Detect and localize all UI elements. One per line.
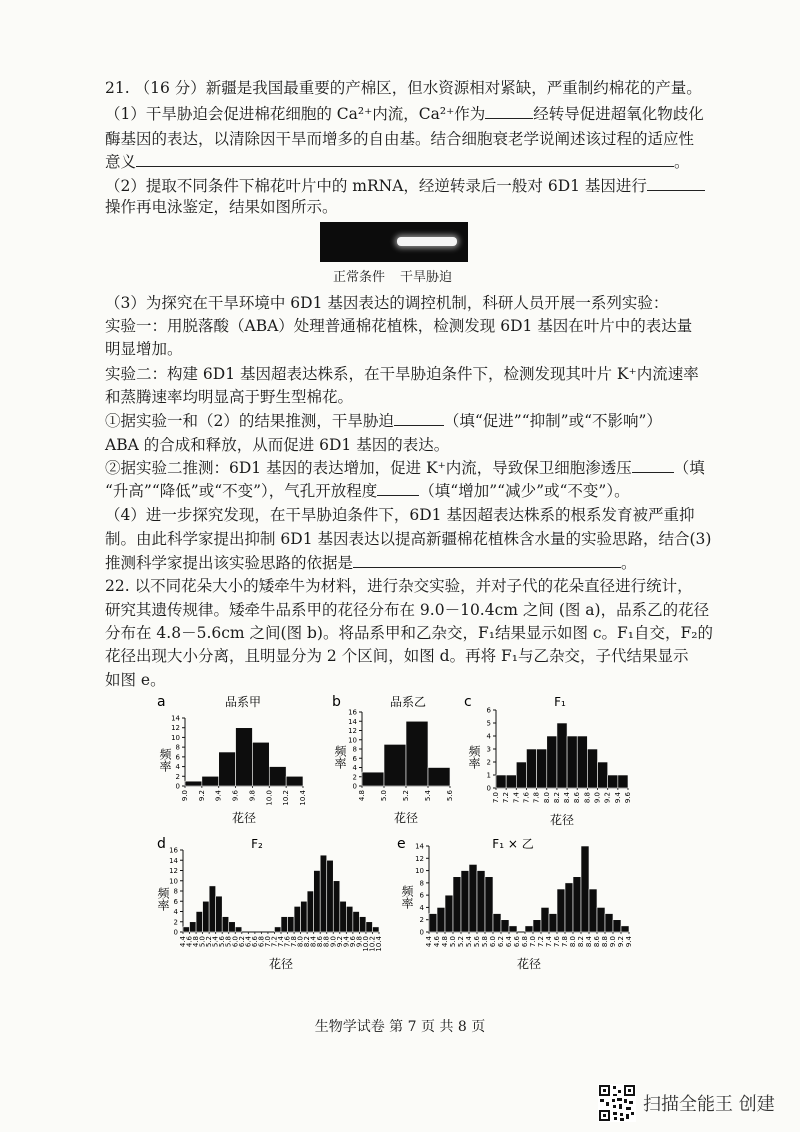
- q21-text: 经转导促进超氧化物歧化: [533, 105, 704, 123]
- histogram-c: [462, 696, 637, 834]
- histogram-bar: [453, 877, 461, 932]
- histogram-bar: [340, 901, 347, 932]
- x-tick-label: 6.8: [257, 936, 266, 948]
- x-tick-label: 7.6: [522, 792, 531, 804]
- histogram-bar: [577, 736, 587, 788]
- histogram-bar: [605, 914, 613, 932]
- y-tick-label: 10: [415, 867, 424, 876]
- gel-label-normal: 正常条件: [333, 270, 386, 285]
- q22-line-3: 分布在 4.8－5.6cm 之间(图 b)。将品系甲和乙杂交，F₁结果显示如图 c。F₁自交，F₂的: [105, 624, 713, 642]
- q21-text: 。: [674, 153, 690, 171]
- q21-line-7: （3）为探究在干旱环境中 6D1 基因表达的调控机制，科研人员开展一系列实验：: [105, 294, 669, 312]
- histogram-bar: [301, 901, 308, 932]
- histogram-bar: [461, 871, 469, 932]
- x-tick-label: 4.8: [441, 936, 449, 948]
- y-tick-label: 12: [415, 854, 424, 863]
- x-tick-label: 7.0: [263, 936, 272, 948]
- y-tick-label: 10: [171, 733, 180, 742]
- histogram-bar: [618, 775, 628, 788]
- answer-blank[interactable]: [353, 553, 621, 568]
- y-tick-label: 2: [175, 772, 180, 781]
- histogram-bar: [477, 871, 485, 932]
- histogram-bar: [597, 907, 605, 932]
- y-tick-label: 14: [348, 717, 357, 726]
- x-tick-label: 6.0: [489, 936, 497, 948]
- q21-line-10: 实验二：构建 6D1 基因超表达株系，在干旱胁迫条件下，检测发现其叶片 K⁺内流速率: [105, 365, 699, 383]
- histogram-bar: [196, 912, 203, 933]
- histogram-bar: [445, 895, 453, 932]
- histogram-bar: [307, 891, 314, 932]
- y-tick-label: 0: [486, 784, 491, 793]
- histogram-bar: [428, 768, 450, 787]
- x-tick-label: 9.6: [231, 790, 240, 802]
- answer-blank[interactable]: [632, 458, 674, 473]
- x-tick-label: 9.2: [617, 936, 625, 948]
- histogram-bar: [190, 922, 197, 932]
- q22-line-4: 花径出现大小分离，且明显分为 2 个区间，如图 d。再将 F₁与乙杂交，子代结果显示: [105, 647, 689, 665]
- x-tick-label: 8.0: [542, 792, 551, 804]
- q21-text: 推测科学家提出该实验思路的依据是: [105, 554, 354, 572]
- x-tick-label: 8.6: [593, 936, 601, 948]
- x-tick-label: 4.4: [179, 936, 187, 948]
- x-axis-label: 花径: [549, 813, 575, 827]
- x-axis-label: 花径: [268, 957, 294, 971]
- y-tick-label: 14: [171, 714, 180, 723]
- x-tick-label: 8.4: [585, 936, 593, 948]
- x-axis-label: 花径: [393, 811, 419, 825]
- y-tick-label: 8: [175, 743, 180, 752]
- x-tick-label: 8.6: [316, 936, 325, 948]
- answer-blank[interactable]: [485, 104, 533, 119]
- x-tick-label: 9.2: [603, 792, 612, 804]
- q21-line-16: （4）进一步探究发现，在干旱胁迫条件下，6D1 基因超表达株系的根系发育被严重抑: [105, 506, 695, 524]
- y-tick-label: 3: [486, 745, 491, 754]
- q21-line-13: ABA 的合成和释放，从而促进 6D1 基因的表达。: [105, 436, 450, 454]
- histogram-bar: [493, 914, 501, 932]
- q22-line-2: 研究其遗传规律。矮牵牛品系甲的花径分布在 9.0－10.4cm 之间 (图 a)，品系乙的花径: [105, 601, 710, 619]
- scanner-watermark: 扫描全能王 创建: [643, 1094, 775, 1115]
- histogram-bar: [598, 762, 608, 788]
- x-tick-label: 7.4: [512, 792, 521, 804]
- histogram-bar: [509, 926, 517, 932]
- histogram-bar: [274, 927, 281, 932]
- x-tick-label: 8.8: [583, 792, 592, 804]
- y-axis-label: 频率: [467, 745, 481, 769]
- x-tick-label: 6.8: [521, 936, 529, 948]
- x-tick-label: 9.0: [609, 936, 617, 948]
- x-tick-label: 5.8: [481, 936, 489, 948]
- x-tick-label: 6.4: [505, 936, 513, 948]
- x-tick-label: 6.0: [231, 936, 240, 948]
- q21-text: 。: [621, 554, 637, 572]
- x-tick-label: 8.0: [296, 936, 305, 948]
- qr-code-icon: [598, 1084, 636, 1122]
- y-axis-label: 频率: [333, 745, 347, 769]
- y-tick-label: 2: [419, 916, 424, 925]
- histogram-bar: [359, 917, 366, 932]
- histogram-bar: [333, 881, 340, 932]
- histogram-bar: [288, 917, 295, 932]
- page-footer: 生物学试卷 第 7 页 共 8 页: [314, 1019, 486, 1035]
- x-tick-label: 7.6: [283, 936, 292, 948]
- x-tick-label: 9.8: [355, 936, 364, 948]
- panel-label: d: [157, 836, 166, 852]
- x-tick-label: 5.0: [449, 936, 457, 948]
- x-tick-label: 7.6: [553, 936, 561, 948]
- histogram-bar: [286, 776, 303, 786]
- y-tick-label: 12: [171, 724, 180, 733]
- q21-line-4: [105, 152, 690, 172]
- y-tick-label: 16: [169, 846, 178, 855]
- x-tick-label: 5.8: [224, 936, 233, 948]
- x-tick-label: 4.8: [358, 790, 366, 802]
- y-tick-label: 8: [352, 745, 357, 754]
- histogram-bar: [541, 907, 549, 932]
- x-tick-label: 5.6: [218, 936, 227, 948]
- histogram-bar: [281, 917, 288, 932]
- x-tick-label: 6.4: [244, 936, 253, 948]
- histogram-e: [395, 836, 640, 976]
- y-tick-label: 4: [419, 903, 424, 912]
- histogram-bar: [222, 917, 229, 932]
- panel-label: c: [464, 694, 472, 710]
- y-tick-label: 0: [419, 928, 424, 937]
- y-tick-label: 1: [486, 771, 491, 780]
- y-tick-label: 0: [352, 782, 357, 791]
- y-tick-label: 6: [173, 897, 178, 906]
- q21-line-3: 酶基因的表达，以清除因干旱而增多的自由基。结合细胞衰老学说阐述该过程的适应性: [105, 130, 695, 148]
- x-tick-label: 5.0: [198, 936, 207, 948]
- x-tick-label: 8.0: [569, 936, 577, 948]
- y-tick-label: 5: [486, 719, 491, 728]
- answer-blank[interactable]: [394, 411, 444, 426]
- x-tick-label: 8.2: [577, 936, 585, 948]
- histogram-bar: [589, 889, 597, 932]
- q22-line-5: 如图 e。: [105, 671, 166, 689]
- y-tick-label: 12: [348, 727, 357, 735]
- q21-line-2: [105, 104, 704, 124]
- x-tick-label: 10.4: [299, 790, 307, 806]
- q22-line-1: 22. 以不同花朵大小的矮牵牛为材料，进行杂交实验，并对子代的花朵直径进行统计，: [105, 577, 693, 595]
- x-tick-label: 9.4: [342, 936, 351, 948]
- histogram-bar: [557, 723, 567, 788]
- histogram-bar: [320, 855, 327, 932]
- histogram-bar: [362, 772, 384, 786]
- y-tick-label: 6: [352, 754, 357, 763]
- x-tick-label: 9.6: [348, 936, 357, 948]
- histogram-bar: [314, 871, 321, 933]
- y-tick-label: 4: [173, 908, 178, 916]
- q21-text: “升高”“降低”或“不变”），气孔开放程度: [105, 482, 378, 500]
- x-tick-label: 7.0: [492, 792, 500, 804]
- x-tick-label: 9.0: [593, 792, 602, 804]
- answer-blank[interactable]: [377, 481, 419, 496]
- histogram-bar: [526, 749, 536, 788]
- x-tick-label: 10.0: [265, 790, 274, 806]
- x-tick-label: 4.6: [185, 936, 194, 948]
- x-tick-label: 9.6: [624, 792, 632, 804]
- x-tick-label: 6.6: [250, 936, 259, 948]
- q21-text: （2）提取不同条件下棉花叶片中的 mRNA，经逆转录后一般对 6D1 基因进行: [105, 177, 647, 195]
- q21-text: 意义: [105, 153, 137, 171]
- histogram-bar: [537, 749, 547, 788]
- histogram-bar: [437, 907, 445, 932]
- x-tick-label: 9.4: [613, 792, 622, 804]
- q21-line-15: [105, 481, 630, 501]
- histogram-bar: [573, 877, 581, 932]
- x-tick-label: 8.6: [573, 792, 582, 804]
- q21-line-6: 操作再电泳鉴定，结果如图所示。: [105, 198, 338, 216]
- histogram-bar: [366, 922, 373, 932]
- y-tick-label: 0: [173, 928, 178, 937]
- x-tick-label: 5.6: [446, 790, 454, 802]
- histogram-bar: [216, 896, 223, 932]
- q21-line-12: [105, 411, 662, 431]
- histogram-bar: [608, 775, 618, 788]
- q21-line-8: 实验一：用脱落酸（ABA）处理普通棉花植株，检测发现 6D1 基因在叶片中的表达量: [105, 317, 693, 335]
- y-tick-label: 0: [175, 782, 180, 791]
- x-tick-label: 8.8: [601, 936, 609, 948]
- q21-line-5: [105, 176, 705, 196]
- histogram-bar: [469, 864, 477, 932]
- chart-title: F₁ × 乙: [492, 837, 534, 851]
- histogram-bar: [219, 752, 236, 786]
- x-tick-label: 5.2: [457, 936, 465, 948]
- answer-blank[interactable]: [647, 176, 705, 191]
- x-tick-label: 5.4: [211, 936, 220, 948]
- histogram-bar: [533, 920, 541, 932]
- histogram-bar: [269, 767, 286, 786]
- x-tick-label: 8.2: [303, 936, 312, 948]
- y-tick-label: 6: [486, 706, 491, 715]
- x-tick-label: 7.2: [270, 936, 279, 948]
- histogram-bar: [202, 776, 219, 786]
- q21-line-14: [105, 458, 705, 478]
- x-tick-label: 7.4: [277, 936, 285, 948]
- x-tick-label: 10.0: [361, 936, 370, 952]
- y-axis-label: 频率: [156, 887, 170, 911]
- x-tick-label: 6.6: [513, 936, 521, 948]
- x-tick-label: 4.8: [192, 936, 201, 948]
- histogram-bar: [236, 728, 253, 786]
- histogram-bar: [581, 846, 589, 932]
- histogram-bar: [384, 744, 406, 786]
- y-tick-label: 8: [173, 887, 178, 896]
- q21-text: （填“促进”“抑制”或“不影响”）: [443, 412, 662, 430]
- x-tick-label: 9.4: [625, 936, 633, 948]
- histogram-bar: [235, 927, 242, 932]
- q21-text: （1）干旱胁迫会促进棉花细胞的 Ca²⁺内流，Ca²⁺作为: [105, 105, 486, 123]
- x-tick-label: 7.8: [561, 936, 569, 948]
- x-tick-label: 8.4: [563, 792, 572, 804]
- histogram-bar: [372, 927, 379, 932]
- q21-text: ②据实验二推测：6D1 基因的表达增加，促进 K⁺内流，导致保卫细胞渗透压: [105, 459, 632, 477]
- histogram-d: [155, 836, 390, 976]
- y-tick-label: 6: [175, 753, 180, 762]
- histogram-a: [155, 696, 315, 834]
- histogram-bar: [565, 883, 573, 932]
- x-tick-label: 10.4: [375, 936, 383, 952]
- y-tick-label: 10: [348, 736, 357, 745]
- x-tick-label: 6.2: [497, 936, 505, 948]
- x-tick-label: 5.6: [473, 936, 481, 948]
- histogram-bar: [621, 926, 629, 932]
- y-tick-label: 14: [169, 856, 178, 865]
- x-tick-label: 5.0: [380, 790, 388, 802]
- x-tick-label: 7.0: [529, 936, 537, 948]
- x-tick-label: 7.8: [532, 792, 541, 804]
- q21-line-18: [105, 553, 637, 573]
- y-tick-label: 4: [352, 764, 357, 772]
- histogram-bar: [294, 906, 301, 932]
- histogram-bar: [485, 877, 493, 932]
- q21-line-1: 21. （16 分）新疆是我国最重要的产棉区，但水资源相对紧缺，严重制约棉花的产量。: [105, 79, 702, 97]
- x-tick-label: 9.2: [335, 936, 344, 948]
- x-tick-label: 9.8: [248, 790, 257, 802]
- histogram-bar: [547, 736, 557, 788]
- y-tick-label: 6: [419, 891, 424, 900]
- histogram-bar: [229, 922, 236, 932]
- y-tick-label: 2: [173, 918, 178, 927]
- x-tick-label: 7.8: [290, 936, 299, 948]
- x-tick-label: 9.2: [197, 790, 206, 802]
- histogram-bar: [613, 920, 621, 932]
- histogram-bar: [557, 889, 565, 932]
- x-tick-label: 5.4: [465, 936, 473, 948]
- panel-label: e: [397, 836, 406, 852]
- y-tick-label: 12: [169, 867, 178, 875]
- x-tick-label: 8.2: [552, 792, 561, 804]
- histogram-b: [330, 696, 460, 834]
- x-tick-label: 7.2: [537, 936, 545, 948]
- gel-band: [397, 237, 457, 246]
- histogram-bar: [353, 912, 360, 933]
- q21-text: （填: [673, 459, 705, 477]
- x-tick-label: 7.4: [545, 936, 553, 948]
- y-tick-label: 2: [352, 773, 357, 782]
- x-tick-label: 4.4: [425, 936, 433, 948]
- chart-title: F₂: [251, 837, 263, 851]
- x-tick-label: 10.2: [282, 790, 291, 806]
- y-tick-label: 8: [419, 879, 424, 888]
- q21-text: ①据实验一和（2）的结果推测，干旱胁迫: [105, 412, 394, 430]
- histogram-bar: [496, 775, 506, 788]
- y-tick-label: 14: [415, 842, 424, 851]
- histogram-bar: [203, 901, 210, 932]
- histogram-bar: [506, 775, 516, 788]
- histogram-bar: [185, 781, 202, 786]
- y-tick-label: 10: [169, 877, 178, 886]
- histogram-bar: [209, 886, 216, 932]
- histogram-bar: [549, 914, 557, 932]
- x-axis-label: 花径: [516, 957, 542, 971]
- chart-title: 品系甲: [224, 695, 262, 709]
- y-axis-label: 频率: [400, 885, 414, 909]
- panel-label: b: [332, 694, 341, 710]
- histogram-bar: [567, 736, 577, 788]
- histogram-bar: [406, 721, 428, 786]
- histogram-bar: [346, 906, 353, 932]
- x-tick-label: 9.4: [214, 790, 223, 802]
- gel-label-drought: 干旱胁迫: [400, 270, 453, 285]
- y-axis-label: 频率: [158, 748, 172, 772]
- x-tick-label: 4.6: [433, 936, 441, 948]
- histogram-bar: [501, 920, 509, 932]
- x-tick-label: 8.8: [322, 936, 331, 948]
- x-tick-label: 8.4: [309, 936, 318, 948]
- x-tick-label: 9.0: [329, 936, 338, 948]
- x-tick-label: 10.2: [368, 936, 377, 952]
- histogram-bar: [429, 914, 437, 932]
- answer-blank[interactable]: [136, 152, 674, 167]
- x-tick-label: 6.2: [237, 936, 246, 948]
- histogram-bar: [587, 749, 597, 788]
- y-tick-label: 4: [486, 732, 491, 741]
- y-tick-label: 16: [348, 708, 357, 717]
- x-tick-label: 9.0: [181, 790, 189, 802]
- histogram-bar: [183, 927, 190, 932]
- x-tick-label: 5.2: [205, 936, 214, 948]
- q21-text: （填“增加”“减少”或“不变”）。: [419, 482, 630, 500]
- q21-line-11: 和蒸腾速率均明显高于野生型棉花。: [105, 388, 354, 406]
- q21-line-9: 明显增加。: [105, 340, 183, 358]
- x-tick-label: 5.2: [402, 790, 410, 802]
- x-tick-label: 7.2: [502, 792, 511, 804]
- chart-title: F₁: [554, 695, 566, 709]
- y-tick-label: 2: [486, 758, 491, 767]
- histogram-bar: [525, 926, 533, 932]
- histogram-bar: [252, 742, 269, 786]
- histogram-bar: [327, 860, 334, 932]
- y-tick-label: 4: [175, 763, 180, 772]
- x-axis-label: 花径: [231, 811, 257, 825]
- panel-label: a: [157, 694, 166, 710]
- chart-title: 品系乙: [389, 695, 427, 709]
- x-tick-label: 5.4: [424, 790, 432, 802]
- q21-line-17: 制。由此科学家提出抑制 6D1 基因表达以提高新疆棉花植株含水量的实验思路，结合(3): [105, 530, 712, 548]
- histogram-bar: [516, 762, 526, 788]
